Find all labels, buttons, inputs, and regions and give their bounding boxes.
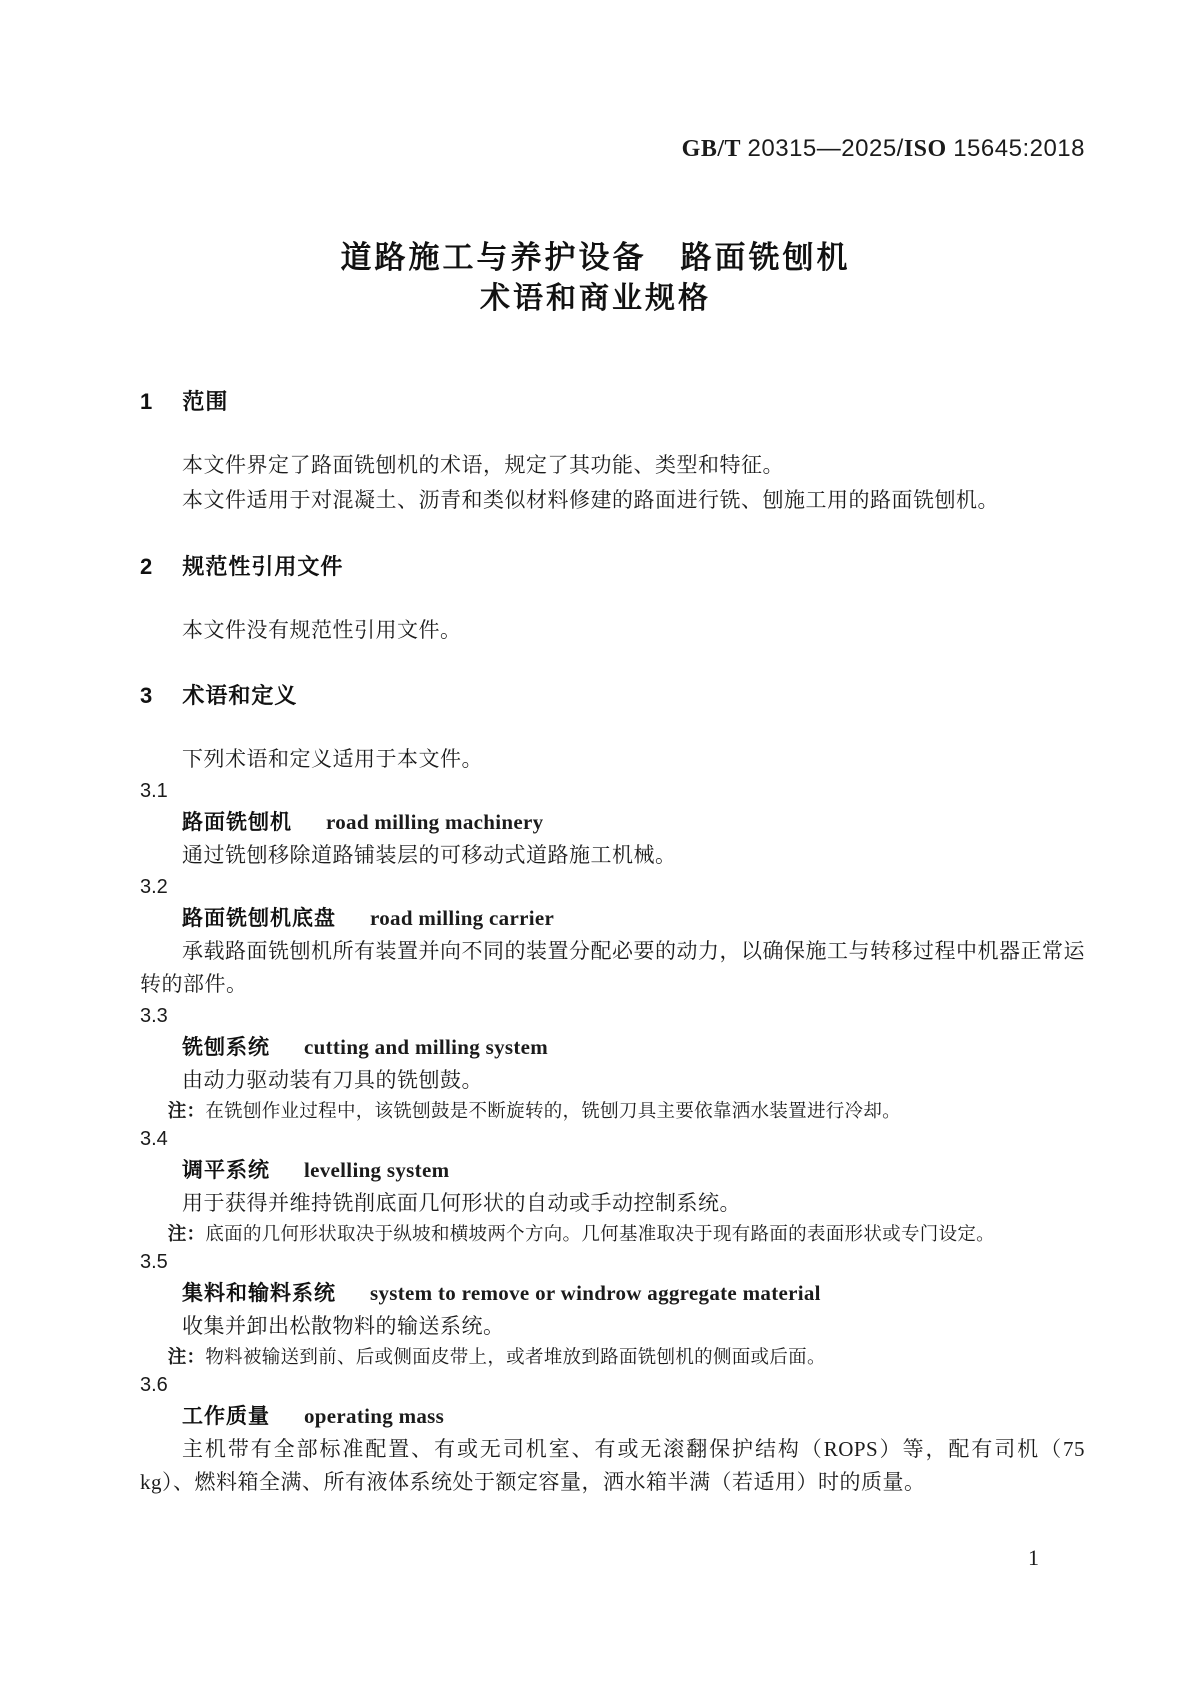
- term-definition: 由动力驱动装有刀具的铣刨鼓。: [182, 1068, 483, 1092]
- page-number: 1: [1028, 1545, 1039, 1570]
- term-number: 3.1: [140, 780, 168, 802]
- gb-standard-label: GB/T: [681, 136, 742, 162]
- term-english: system to remove or windrow aggregate material: [370, 1281, 821, 1305]
- term-number: 3.3: [140, 1005, 168, 1027]
- note-label: 注：: [167, 1223, 206, 1244]
- term-definition: 收集并卸出松散物料的输送系统。: [182, 1314, 505, 1338]
- term-entry-3-2: [140, 875, 1085, 1001]
- section-number: 3: [140, 683, 153, 708]
- note-label: 注：: [167, 1346, 206, 1367]
- section-title: 范围: [182, 389, 229, 414]
- note-text: 底面的几何形状取决于纵坡和横坡两个方向。几何基准取决于现有路面的表面形状或专门设定。: [205, 1225, 995, 1245]
- section-number: 2: [140, 554, 153, 579]
- iso-standard-label: ISO: [903, 136, 947, 162]
- term-note: [140, 1099, 1085, 1124]
- term-entry-3-4: [140, 1127, 1085, 1247]
- section-number: 1: [140, 389, 153, 414]
- document-title-line2: 术语和商业规格: [480, 282, 711, 315]
- document-title-line1: 道路施工与养护设备 路面铣刨机: [340, 240, 851, 275]
- standard-code-separator: /: [896, 135, 904, 162]
- note-text: 在铣刨作业过程中，该铣刨鼓是不断旋转的，铣刨刀具主要依靠洒水装置进行冷却。: [205, 1102, 901, 1122]
- term-definition: 通过铣刨移除道路铺装层的可移动式道路施工机械。: [182, 843, 677, 867]
- term-line: [140, 1403, 1085, 1430]
- term-english: road milling machinery: [326, 810, 544, 834]
- term-definition: 承载路面铣刨机所有装置并向不同的装置分配必要的动力，以确保施工与转移过程中机器正常运转的部件。: [140, 939, 1085, 996]
- terms-intro-paragraph: 下列术语和定义适用于本文件。: [182, 747, 483, 771]
- term-english: levelling system: [304, 1158, 450, 1182]
- term-line: [140, 905, 1085, 932]
- term-number: 3.4: [140, 1128, 168, 1150]
- term-entry-3-1: [140, 779, 1085, 872]
- term-chinese: 铣刨系统: [182, 1036, 270, 1059]
- term-entry-3-3: [140, 1004, 1085, 1124]
- term-line: [140, 1034, 1085, 1061]
- term-line: [140, 1157, 1085, 1184]
- scope-paragraph-1: 本文件界定了路面铣刨机的术语，规定了其功能、类型和特征。: [182, 453, 784, 477]
- note-label: 注：: [167, 1100, 206, 1121]
- normative-references-paragraph: 本文件没有规范性引用文件。: [182, 618, 462, 642]
- term-number: 3.5: [140, 1251, 168, 1273]
- term-entry-3-5: [140, 1250, 1085, 1370]
- section-heading-terms-definitions: [140, 684, 1085, 708]
- term-note: [140, 1345, 1085, 1370]
- term-number: 3.2: [140, 876, 168, 898]
- term-definition: 用于获得并维持铣削底面几何形状的自动或手动控制系统。: [182, 1191, 741, 1215]
- term-english: road milling carrier: [370, 906, 555, 930]
- scope-paragraph-2: 本文件适用于对混凝土、沥青和类似材料修建的路面进行铣、刨施工用的路面铣刨机。: [182, 488, 999, 512]
- term-entry-3-6: [140, 1373, 1085, 1499]
- term-line: [140, 1280, 1085, 1307]
- term-chinese: 工作质量: [182, 1405, 270, 1428]
- section-heading-scope: [140, 390, 1085, 414]
- section-title: 术语和定义: [182, 683, 298, 708]
- term-number: 3.6: [140, 1374, 168, 1396]
- note-text: 物料被输送到前、后或侧面皮带上，或者堆放到路面铣刨机的侧面或后面。: [205, 1348, 826, 1368]
- section-title: 规范性引用文件: [182, 554, 344, 579]
- section-heading-normative-references: [140, 555, 1085, 579]
- term-line: [140, 809, 1085, 836]
- term-chinese: 路面铣刨机底盘: [182, 907, 336, 930]
- gb-standard-number: 20315—2025: [747, 135, 897, 162]
- document-body: [140, 0, 1085, 1499]
- term-chinese: 调平系统: [182, 1159, 270, 1182]
- term-english: operating mass: [304, 1404, 445, 1428]
- term-chinese: 集料和输料系统: [182, 1282, 336, 1305]
- term-chinese: 路面铣刨机: [182, 811, 292, 834]
- term-english: cutting and milling system: [304, 1035, 549, 1059]
- iso-standard-number: 15645:2018: [953, 135, 1085, 162]
- term-definition: 主机带有全部标准配置、有或无司机室、有或无滚翻保护结构（ROPS）等，配有司机（75 kg）、燃料箱全满、所有液体系统处于额定容量，洒水箱半满（若适用）时的质量。: [140, 1437, 1085, 1494]
- term-note: [140, 1222, 1085, 1247]
